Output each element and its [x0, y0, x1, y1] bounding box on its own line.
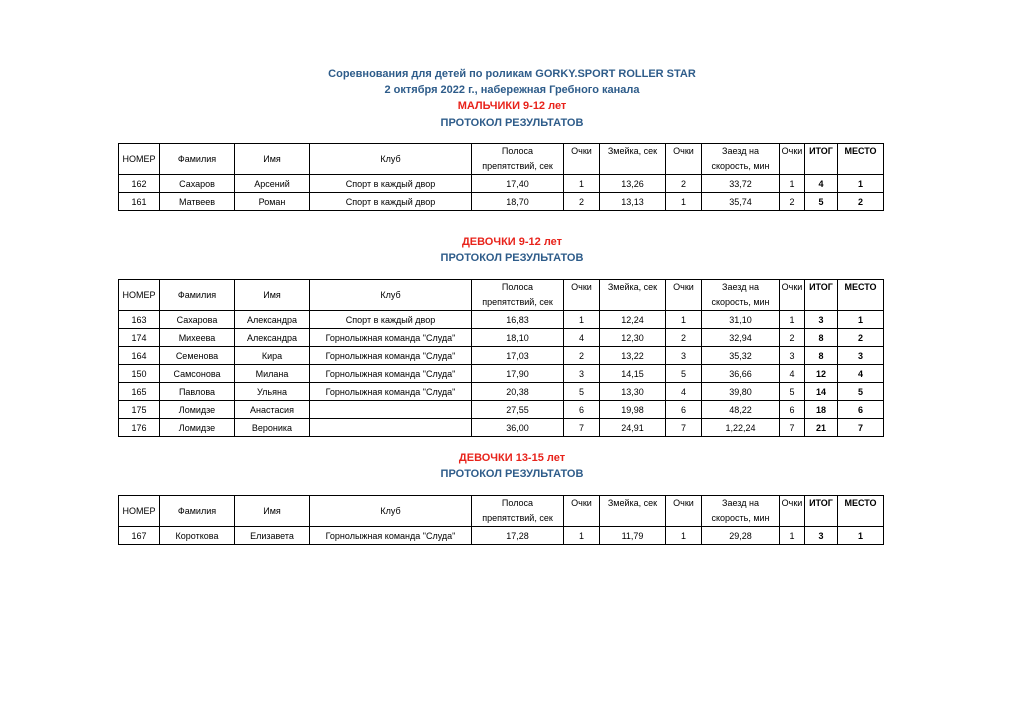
- col-header-club: Клуб: [310, 496, 472, 527]
- total-cell: 21: [805, 419, 838, 437]
- speed-time-cell: 33,72: [702, 175, 780, 193]
- obstacle-time-cell: 17,90: [472, 365, 564, 383]
- total-cell: 14: [805, 383, 838, 401]
- category-title: ДЕВОЧКИ 13-15 лет: [458, 452, 566, 464]
- name-cell: Кира: [235, 347, 310, 365]
- event-date-location: 2 октября 2022 г., набережная Гребного канала: [384, 84, 640, 96]
- snake-time-cell: 24,91: [600, 419, 666, 437]
- surname-cell: Михеева: [160, 329, 235, 347]
- snake-time-cell: 13,30: [600, 383, 666, 401]
- club-cell: Горнолыжная команда "Слуда": [310, 527, 472, 545]
- total-cell: 18: [805, 401, 838, 419]
- speed-time-cell: 35,74: [702, 193, 780, 211]
- place-cell: 1: [838, 527, 884, 545]
- num-cell: 164: [119, 347, 160, 365]
- name-cell: Арсений: [235, 175, 310, 193]
- name-cell: Вероника: [235, 419, 310, 437]
- num-cell: 176: [119, 419, 160, 437]
- col-header-line: препятствий, сек: [482, 513, 553, 523]
- col-header-snake: Змейка, сек: [600, 144, 666, 175]
- name-cell: Анастасия: [235, 401, 310, 419]
- place-cell: 2: [838, 193, 884, 211]
- col-header-obstacle: [472, 496, 564, 527]
- col-header-num: НОМЕР: [119, 144, 160, 175]
- speed-points-cell: 3: [780, 347, 805, 365]
- speed-points-cell: 1: [780, 311, 805, 329]
- snake-points-cell: 7: [666, 419, 702, 437]
- surname-cell: Павлова: [160, 383, 235, 401]
- col-header-club: Клуб: [310, 280, 472, 311]
- col-header-line: Заезд на: [722, 146, 759, 156]
- event-title: Соревнования для детей по роликам GORKY.SPORT ROLLER STAR: [328, 68, 696, 80]
- surname-cell: Ломидзе: [160, 419, 235, 437]
- club-cell: Спорт в каждый двор: [310, 193, 472, 211]
- snake-points-cell: 1: [666, 527, 702, 545]
- results-table: [118, 143, 884, 211]
- col-header-points: Очки: [780, 144, 805, 175]
- total-cell: 12: [805, 365, 838, 383]
- snake-time-cell: 14,15: [600, 365, 666, 383]
- speed-time-cell: 29,28: [702, 527, 780, 545]
- table-row: [119, 383, 884, 401]
- snake-points-cell: 3: [666, 347, 702, 365]
- num-cell: 165: [119, 383, 160, 401]
- speed-time-cell: 1,22,24: [702, 419, 780, 437]
- obstacle-time-cell: 36,00: [472, 419, 564, 437]
- snake-points-cell: 2: [666, 329, 702, 347]
- total-cell: 8: [805, 329, 838, 347]
- speed-points-cell: 1: [780, 527, 805, 545]
- club-cell: Спорт в каждый двор: [310, 311, 472, 329]
- obstacle-time-cell: 27,55: [472, 401, 564, 419]
- protocol-title: ПРОТОКОЛ РЕЗУЛЬТАТОВ: [440, 117, 584, 129]
- snake-time-cell: 13,26: [600, 175, 666, 193]
- name-cell: Елизавета: [235, 527, 310, 545]
- col-header-points: Очки: [564, 496, 600, 527]
- col-header-points: Очки: [666, 280, 702, 311]
- snake-time-cell: 12,24: [600, 311, 666, 329]
- surname-cell: Семенова: [160, 347, 235, 365]
- club-cell: Горнолыжная команда "Слуда": [310, 383, 472, 401]
- snake-time-cell: 11,79: [600, 527, 666, 545]
- place-cell: 5: [838, 383, 884, 401]
- col-header-obstacle: [472, 144, 564, 175]
- speed-time-cell: 32,94: [702, 329, 780, 347]
- speed-time-cell: 39,80: [702, 383, 780, 401]
- col-header-line: скорость, мин: [711, 513, 770, 523]
- speed-points-cell: 7: [780, 419, 805, 437]
- snake-points-cell: 1: [666, 193, 702, 211]
- results-table: [118, 495, 884, 545]
- table-row: [119, 401, 884, 419]
- col-header-club: Клуб: [310, 144, 472, 175]
- col-header-line: Полоса: [501, 146, 534, 156]
- speed-points-cell: 6: [780, 401, 805, 419]
- club-cell: Спорт в каждый двор: [310, 175, 472, 193]
- obstacle-time-cell: 17,03: [472, 347, 564, 365]
- col-header-surname: Фамилия: [160, 280, 235, 311]
- col-header-line: скорость, мин: [711, 297, 770, 307]
- name-cell: Роман: [235, 193, 310, 211]
- num-cell: 162: [119, 175, 160, 193]
- obstacle-points-cell: 2: [564, 193, 600, 211]
- speed-time-cell: 36,66: [702, 365, 780, 383]
- snake-points-cell: 4: [666, 383, 702, 401]
- col-header-points: Очки: [564, 144, 600, 175]
- speed-points-cell: 5: [780, 383, 805, 401]
- col-header-line: Полоса: [501, 498, 534, 508]
- table-row: [119, 347, 884, 365]
- total-cell: 8: [805, 347, 838, 365]
- obstacle-points-cell: 2: [564, 347, 600, 365]
- place-cell: 3: [838, 347, 884, 365]
- surname-cell: Сахаров: [160, 175, 235, 193]
- col-header-name: Имя: [235, 280, 310, 311]
- num-cell: 161: [119, 193, 160, 211]
- club-cell: Горнолыжная команда "Слуда": [310, 329, 472, 347]
- snake-points-cell: 1: [666, 311, 702, 329]
- obstacle-time-cell: 18,70: [472, 193, 564, 211]
- col-header-line: Полоса: [501, 282, 534, 292]
- speed-points-cell: 2: [780, 193, 805, 211]
- col-header-place: МЕСТО: [838, 280, 884, 311]
- table-row: [119, 419, 884, 437]
- name-cell: Ульяна: [235, 383, 310, 401]
- snake-time-cell: 12,30: [600, 329, 666, 347]
- header-row: [119, 280, 884, 311]
- col-header-points: Очки: [666, 144, 702, 175]
- table-row: [119, 527, 884, 545]
- col-header-total: ИТОГ: [805, 144, 838, 175]
- col-header-total: ИТОГ: [805, 496, 838, 527]
- num-cell: 167: [119, 527, 160, 545]
- col-header-num: НОМЕР: [119, 280, 160, 311]
- club-cell: [310, 419, 472, 437]
- obstacle-points-cell: 1: [564, 311, 600, 329]
- club-cell: [310, 401, 472, 419]
- total-cell: 4: [805, 175, 838, 193]
- col-header-line: препятствий, сек: [482, 161, 553, 171]
- obstacle-points-cell: 1: [564, 175, 600, 193]
- table-row: [119, 193, 884, 211]
- surname-cell: Короткова: [160, 527, 235, 545]
- obstacle-time-cell: 17,28: [472, 527, 564, 545]
- snake-time-cell: 13,13: [600, 193, 666, 211]
- col-header-obstacle: [472, 280, 564, 311]
- surname-cell: Ломидзе: [160, 401, 235, 419]
- col-header-place: МЕСТО: [838, 144, 884, 175]
- table-row: [119, 175, 884, 193]
- col-header-name: Имя: [235, 144, 310, 175]
- obstacle-points-cell: 7: [564, 419, 600, 437]
- num-cell: 174: [119, 329, 160, 347]
- col-header-line: препятствий, сек: [482, 297, 553, 307]
- surname-cell: Матвеев: [160, 193, 235, 211]
- col-header-name: Имя: [235, 496, 310, 527]
- snake-points-cell: 6: [666, 401, 702, 419]
- col-header-points: Очки: [780, 496, 805, 527]
- obstacle-time-cell: 16,83: [472, 311, 564, 329]
- header-row: [119, 496, 884, 527]
- col-header-points: Очки: [780, 280, 805, 311]
- surname-cell: Самсонова: [160, 365, 235, 383]
- obstacle-points-cell: 6: [564, 401, 600, 419]
- col-header-num: НОМЕР: [119, 496, 160, 527]
- table-row: [119, 329, 884, 347]
- speed-points-cell: 2: [780, 329, 805, 347]
- place-cell: 7: [838, 419, 884, 437]
- speed-points-cell: 1: [780, 175, 805, 193]
- col-header-total: ИТОГ: [805, 280, 838, 311]
- col-header-speed: [702, 144, 780, 175]
- speed-time-cell: 35,32: [702, 347, 780, 365]
- surname-cell: Сахарова: [160, 311, 235, 329]
- protocol-title: ПРОТОКОЛ РЕЗУЛЬТАТОВ: [440, 468, 584, 480]
- obstacle-time-cell: 20,38: [472, 383, 564, 401]
- total-cell: 3: [805, 311, 838, 329]
- col-header-line: Заезд на: [722, 498, 759, 508]
- place-cell: 2: [838, 329, 884, 347]
- table-row: [119, 311, 884, 329]
- obstacle-time-cell: 17,40: [472, 175, 564, 193]
- snake-points-cell: 2: [666, 175, 702, 193]
- name-cell: Александра: [235, 311, 310, 329]
- place-cell: 1: [838, 175, 884, 193]
- header-row: [119, 144, 884, 175]
- place-cell: 6: [838, 401, 884, 419]
- category-title: МАЛЬЧИКИ 9-12 лет: [457, 100, 567, 112]
- col-header-surname: Фамилия: [160, 144, 235, 175]
- col-header-points: Очки: [564, 280, 600, 311]
- total-cell: 3: [805, 527, 838, 545]
- col-header-points: Очки: [666, 496, 702, 527]
- col-header-speed: [702, 280, 780, 311]
- speed-time-cell: 48,22: [702, 401, 780, 419]
- place-cell: 1: [838, 311, 884, 329]
- col-header-surname: Фамилия: [160, 496, 235, 527]
- num-cell: 150: [119, 365, 160, 383]
- name-cell: Милана: [235, 365, 310, 383]
- snake-time-cell: 13,22: [600, 347, 666, 365]
- col-header-speed: [702, 496, 780, 527]
- name-cell: Александра: [235, 329, 310, 347]
- col-header-snake: Змейка, сек: [600, 280, 666, 311]
- obstacle-points-cell: 3: [564, 365, 600, 383]
- col-header-line: скорость, мин: [711, 161, 770, 171]
- obstacle-points-cell: 1: [564, 527, 600, 545]
- snake-time-cell: 19,98: [600, 401, 666, 419]
- place-cell: 4: [838, 365, 884, 383]
- club-cell: Горнолыжная команда "Слуда": [310, 347, 472, 365]
- results-table: [118, 279, 884, 437]
- col-header-line: Заезд на: [722, 282, 759, 292]
- category-title: ДЕВОЧКИ 9-12 лет: [461, 236, 563, 248]
- speed-points-cell: 4: [780, 365, 805, 383]
- snake-points-cell: 5: [666, 365, 702, 383]
- total-cell: 5: [805, 193, 838, 211]
- col-header-snake: Змейка, сек: [600, 496, 666, 527]
- num-cell: 163: [119, 311, 160, 329]
- obstacle-points-cell: 5: [564, 383, 600, 401]
- num-cell: 175: [119, 401, 160, 419]
- table-row: [119, 365, 884, 383]
- speed-time-cell: 31,10: [702, 311, 780, 329]
- col-header-place: МЕСТО: [838, 496, 884, 527]
- obstacle-points-cell: 4: [564, 329, 600, 347]
- obstacle-time-cell: 18,10: [472, 329, 564, 347]
- club-cell: Горнолыжная команда "Слуда": [310, 365, 472, 383]
- protocol-title: ПРОТОКОЛ РЕЗУЛЬТАТОВ: [440, 252, 584, 264]
